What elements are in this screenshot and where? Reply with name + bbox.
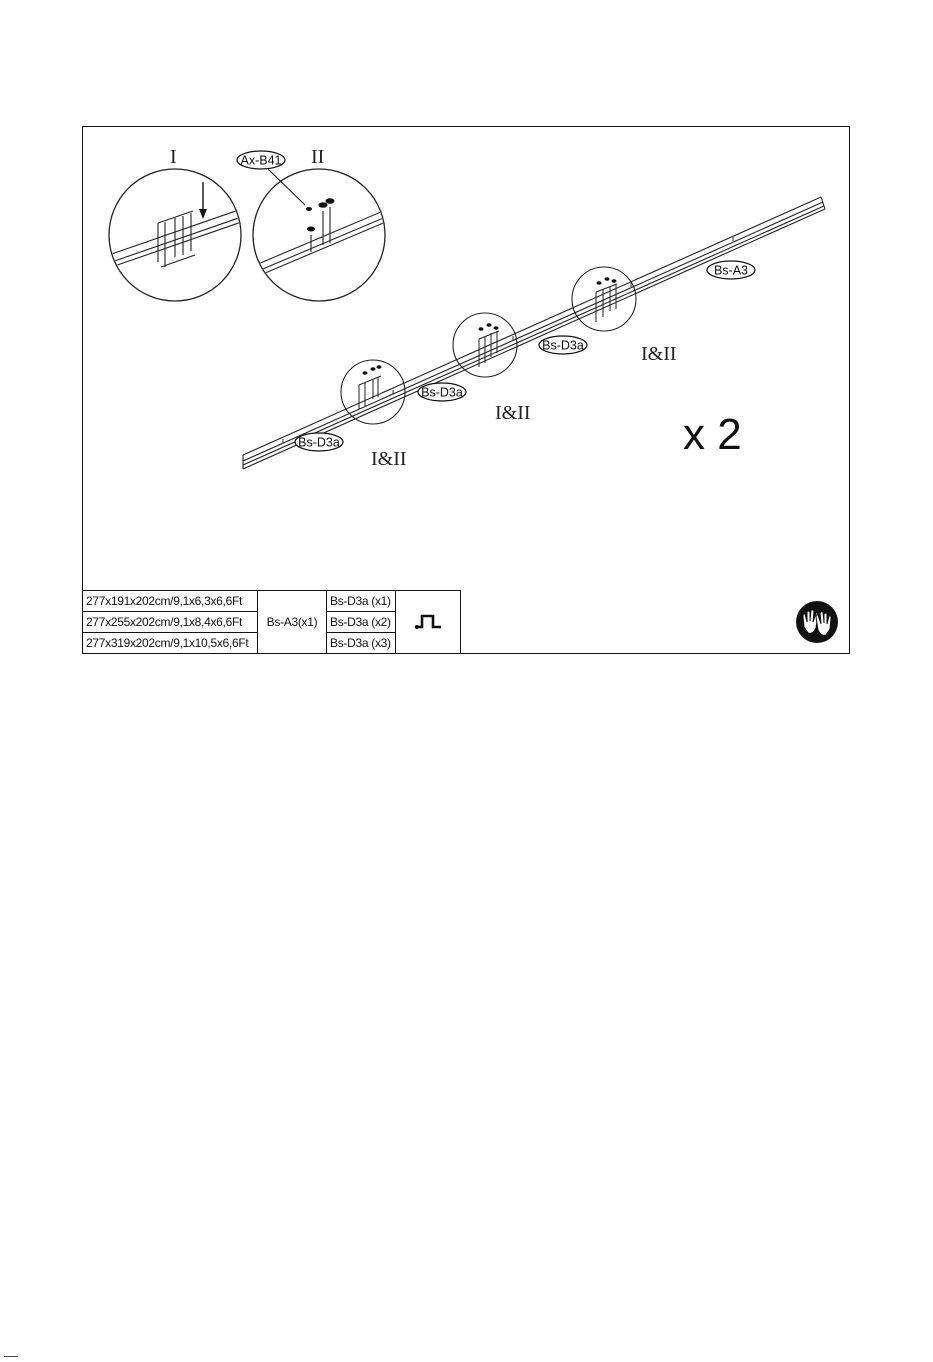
assembly-diagram	[83, 127, 851, 655]
detail-view-ii	[251, 169, 388, 301]
detail-label-i: I	[170, 146, 177, 168]
instruction-frame	[82, 126, 850, 654]
part-label-bs-d3a-3: Bs-D3a	[542, 338, 584, 353]
step-ref-joint-1: I&II	[371, 448, 407, 470]
dual-part-cell: Bs-D3a (x1)	[327, 591, 396, 612]
part-label-bs-d3a-1: Bs-D3a	[298, 435, 340, 450]
detail-view-i	[103, 169, 253, 301]
detail-label-ii: II	[311, 146, 325, 168]
step-ref-joint-2: I&II	[495, 402, 531, 424]
part-label-ax-b41: Ax-B41	[240, 153, 282, 168]
size-cell: 277x255x202cm/9,1x8,4x6,6Ft	[83, 612, 258, 633]
joint-detail-1	[341, 360, 405, 424]
dual-part-cell: Bs-D3a (x3)	[327, 633, 396, 654]
step-ref-joint-3: I&II	[641, 343, 677, 365]
page-mark	[4, 1356, 18, 1357]
joint-detail-3	[572, 267, 636, 331]
size-cell: 277x319x202cm/9,1x10,5x6,6Ft	[83, 633, 258, 654]
shared-part-cell: Bs-A3(x1)	[258, 591, 327, 654]
size-cell: 277x191x202cm/9,1x6,3x6,6Ft	[83, 591, 258, 612]
part-label-bs-d3a-2: Bs-D3a	[421, 385, 463, 400]
gloves-icon	[795, 600, 839, 644]
joint-detail-2	[453, 313, 517, 377]
size-spec-table	[82, 590, 461, 654]
dual-part-cell: Bs-D3a (x2)	[327, 612, 396, 633]
part-label-bs-a3: Bs-A3	[713, 263, 749, 278]
symbol-cell	[396, 591, 461, 654]
table-row	[83, 591, 461, 612]
step-profile-icon	[413, 611, 443, 631]
quantity-multiplier: x 2	[683, 410, 742, 459]
